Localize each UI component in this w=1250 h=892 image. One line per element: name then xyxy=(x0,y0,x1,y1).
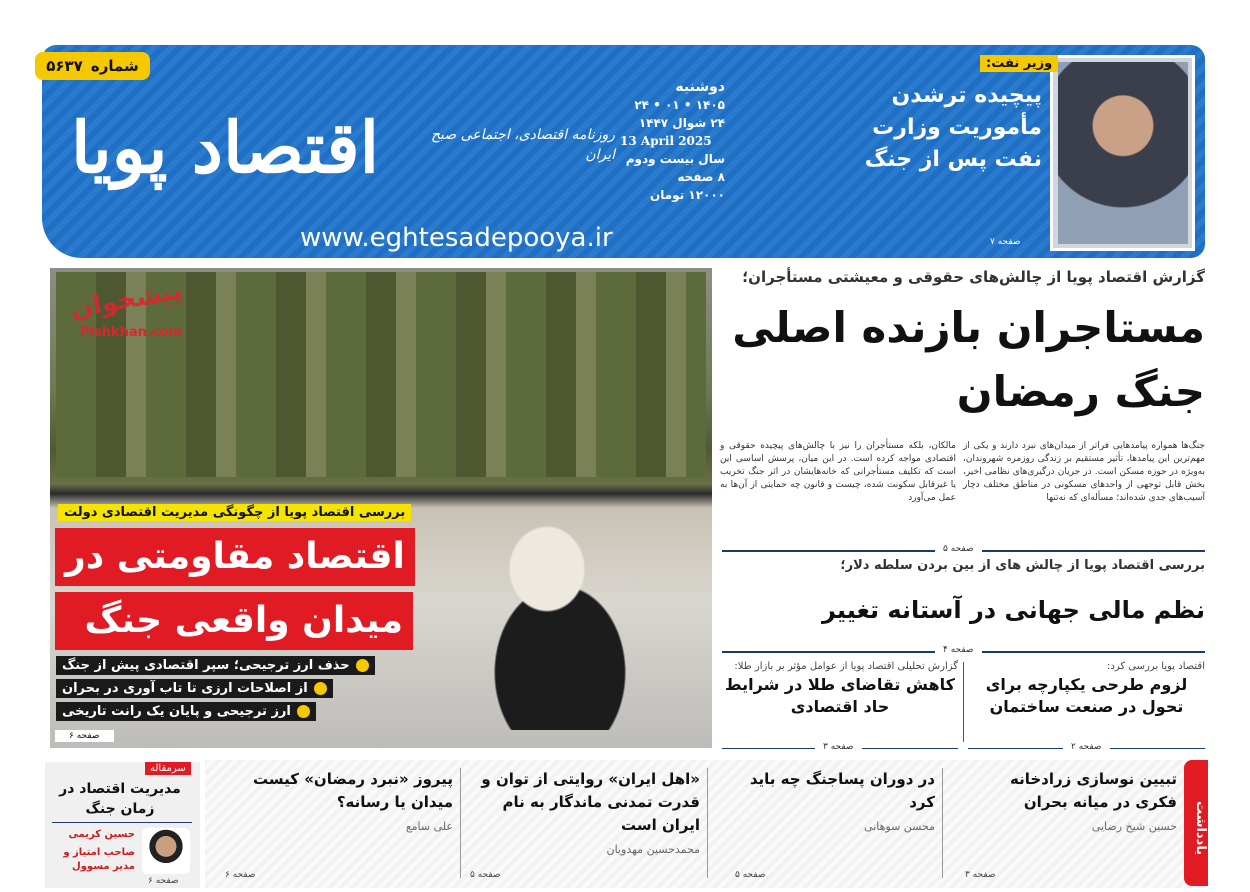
note-page: صفحه ۵ xyxy=(735,870,766,880)
left-story-page: صفحه ۶ xyxy=(55,730,114,742)
note-title: «اهل ایران» روایتی از توان و قدرت تمدنی ماندگار به نام ایران است xyxy=(481,770,700,834)
bullet-item[interactable] xyxy=(56,702,316,721)
sub-story[interactable] xyxy=(722,660,958,718)
year: سال بیست ودوم xyxy=(625,152,725,166)
divider xyxy=(963,662,964,742)
main-story-column-2: مالکان، بلکه مستأجران را نیز با چالش‌های پیچیده حقوقی و اقتصادی مواجه کرده است. در این میان، پرسش اساسی این است که تکلیف مستأجرانی که خانه‌هایشان در اثر جنگ تخریب یا غیرقابل سکونت شده، چیست و قانون چه حمایتی از آن‌ها به عمل می‌آورد xyxy=(720,441,956,503)
minister-headline[interactable]: پیچیده ترشدن مأموریت وزارت نفت پس از جنگ xyxy=(864,83,1042,172)
note-title: پیروز «نبرد رمضان» کیست میدان یا رسانه؟ xyxy=(252,770,453,811)
bullet-dot-icon xyxy=(314,682,327,695)
main-story-column-1: جنگ‌ها همواره پیامدهایی فراتر از میدان‌های نبرد دارند و یکی از مهم‌ترین این پیامدها، تأثیر مستقیم بر زندگی روزمره شهروندان، به‌ویژه در حوزه مسکن است. در جریان درگیری‌های نظامی اخیر، بخش قابل توجهی از واحدهای مسکونی در مناطق مختلف دچار آسیب‌های جدی شده‌اند؛ مسأله‌ای که نه‌تنها xyxy=(963,441,1205,503)
bullet-dot-icon xyxy=(297,705,310,718)
note-author: محسن سوهانی xyxy=(864,820,935,833)
date-gregorian: 13 April 2025 xyxy=(620,134,712,148)
editorial-author-role: صاحب امتیاز و مدیر مسوول xyxy=(63,847,135,872)
bullet-text: ارز ترجیحی و پایان یک رانت تاریخی xyxy=(62,704,291,719)
sub-story-page: صفحه ۳ xyxy=(815,742,862,752)
issue-number: ۵۶۳۷ xyxy=(46,57,83,75)
main-story-page: صفحه ۵ xyxy=(935,544,982,554)
note-item[interactable] xyxy=(965,768,1177,880)
second-story-page: صفحه ۴ xyxy=(935,645,982,655)
date-shamsi: ۱۴۰۵ • ۰۱ • ۲۴ xyxy=(634,98,725,112)
issue-badge xyxy=(35,52,150,80)
note-author: علی سامع xyxy=(405,820,453,833)
main-story-kicker: گزارش اقتصاد پویا از چالش‌های حقوقی و معیشتی مستأجران؛ xyxy=(742,268,1205,286)
note-item[interactable] xyxy=(470,768,700,880)
note-author: حسین شیخ رضایی xyxy=(1091,820,1177,833)
minister-photo xyxy=(1058,62,1188,244)
note-page: صفحه ۵ xyxy=(470,870,501,880)
left-story-kicker: بررسی اقتصاد پویا از چگونگی مدیریت اقتصادی دولت xyxy=(58,504,411,521)
motorcycle-rider-image xyxy=(430,500,690,730)
sub-story-kicker: اقتصاد پویا بررسی کرد: xyxy=(1106,661,1205,672)
divider xyxy=(460,768,461,878)
note-item[interactable] xyxy=(225,768,453,880)
watermark-logo: پیشخوان xyxy=(68,275,185,325)
divider xyxy=(707,768,708,878)
editorial-author-name: حسین کریمی xyxy=(68,829,135,840)
sub-story[interactable] xyxy=(968,660,1205,718)
sub-story-kicker: گزارش تحلیلی اقتصاد پویا از عوامل مؤثر بر بازار طلا: xyxy=(734,661,958,672)
note-page: صفحه ۶ xyxy=(225,870,256,880)
main-story-headline[interactable]: مستاجران بازنده اصلی جنگ رمضان xyxy=(732,303,1205,416)
editorial-author xyxy=(50,828,135,874)
date-hijri: ۲۴ شوال ۱۴۴۷ xyxy=(638,116,725,130)
newspaper-logo: اقتصاد پویا xyxy=(70,106,380,189)
sub-story-headline: لزوم طرحی یکپارچه برای تحول در صنعت ساختمان xyxy=(985,675,1188,716)
bullet-text: از اصلاحات ارزی تا تاب آوری در بحران xyxy=(62,681,308,696)
weekday: دوشنبه xyxy=(675,79,725,95)
editorial-tag: سرمقاله xyxy=(145,762,191,775)
notes-label: یادداشت xyxy=(1184,760,1208,886)
note-author: محمدحسین مهدویان xyxy=(606,843,700,856)
note-item[interactable] xyxy=(735,768,935,880)
price: ۱۲۰۰۰ تومان xyxy=(649,188,725,202)
pages: ۸ صفحه xyxy=(677,170,725,184)
bullet-item[interactable] xyxy=(56,679,333,698)
divider xyxy=(52,822,192,823)
sub-story-headline: کاهش تقاضای طلا در شرایط حاد اقتصادی xyxy=(725,675,955,716)
editorial-author-photo xyxy=(142,828,190,874)
bullet-dot-icon xyxy=(356,659,369,672)
watermark-url: Pishkhan.com xyxy=(80,325,183,340)
divider xyxy=(942,768,943,878)
second-story-kicker: بررسی اقتصاد پویا از چالش های از بین بردن سلطه دلار؛ xyxy=(840,558,1205,573)
website-link[interactable]: www.eghtesadepooya.ir xyxy=(300,223,613,253)
note-title: تبیین نوسازی زرادخانه فکری در میانه بحران xyxy=(1009,770,1177,811)
editorial-page: صفحه ۶ xyxy=(148,876,179,886)
sub-story-page: صفحه ۲ xyxy=(1063,742,1110,752)
tagline: روزنامه اقتصادی، اجتماعی صبح ایران xyxy=(430,127,615,163)
note-page: صفحه ۳ xyxy=(965,870,996,880)
left-story-headline-2[interactable]: میدان واقعی جنگ xyxy=(55,592,413,650)
date-block xyxy=(620,78,725,204)
issue-label: شماره xyxy=(90,57,139,75)
second-story-headline[interactable]: نظم مالی جهانی در آستانه تغییر xyxy=(821,596,1205,624)
editorial-title[interactable]: مدیریت اقتصاد در زمان جنگ xyxy=(59,781,181,817)
bullet-item[interactable] xyxy=(56,656,375,675)
minister-page: صفحه ۷ xyxy=(990,237,1021,247)
minister-label: وزیر نفت: xyxy=(980,55,1058,72)
left-story-headline-1[interactable]: اقتصاد مقاومتی در xyxy=(55,528,415,586)
note-title: در دوران پساجنگ چه باید کرد xyxy=(749,770,935,811)
bullet-text: حذف ارز ترجیحی؛ سپر اقتصادی پیش از جنگ xyxy=(62,658,350,673)
